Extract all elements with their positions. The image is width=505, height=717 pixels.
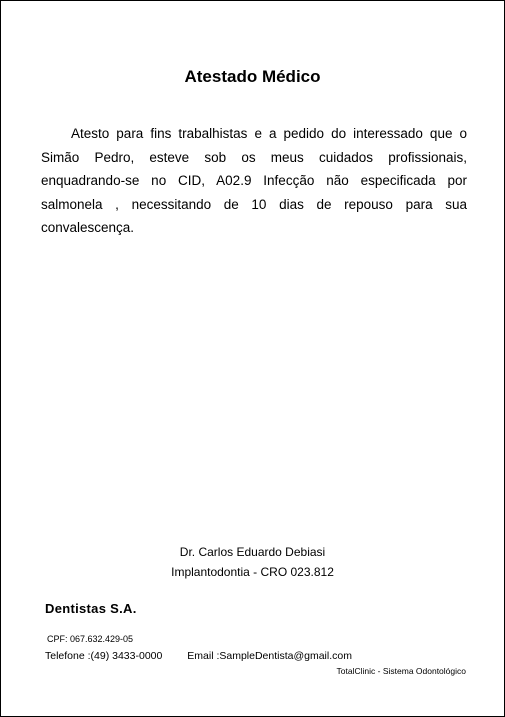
company-name: Dentistas S.A.: [45, 601, 137, 616]
doctor-name: Dr. Carlos Eduardo Debiasi: [179, 545, 326, 559]
system-credit: TotalClinic - Sistema Odontológico: [336, 666, 466, 676]
email-address: Email :SampleDentista@gmail.com: [187, 650, 352, 662]
doctor-credential: Implantodontia - CRO 023.812: [171, 565, 334, 579]
cpf-number: CPF: 067.632.429-05: [47, 634, 134, 644]
document-title: Atestado Médico: [184, 67, 321, 86]
certificate-body: [41, 122, 467, 240]
certificate-body-paragraph: Atesto para fins trabalhistas e a pedido do interessado que o Simão Pedro, esteve sob os meus cuidados profissionais, enquadrando-se no CID, A02.9 Infecção não especificada por salmonela , necessitando de 10 dias de repouso para sua convalescença.: [41, 126, 467, 235]
contact-line: [45, 650, 352, 662]
signature-block: [1, 542, 504, 582]
phone-number: Telefone :(49) 3433-0000: [45, 650, 163, 662]
